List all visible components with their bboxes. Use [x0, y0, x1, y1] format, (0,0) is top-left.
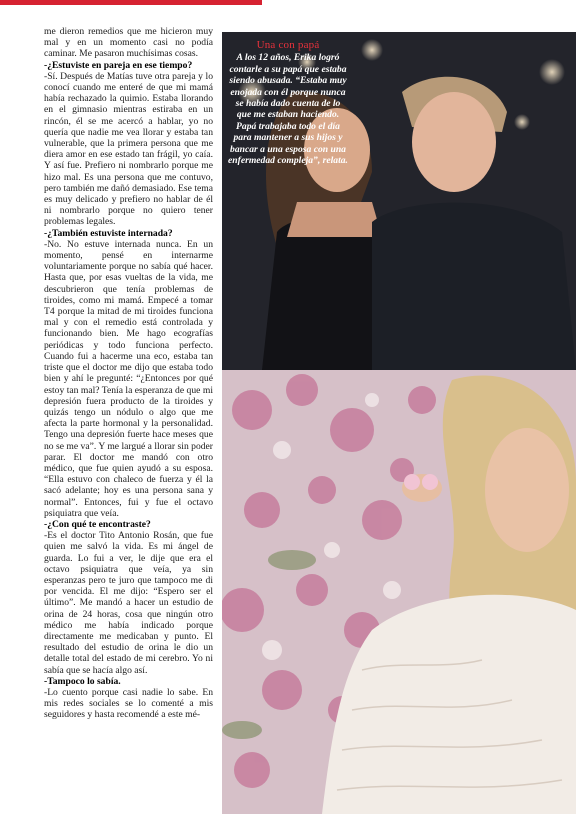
article-body — [44, 26, 213, 721]
interview-question: -Tampoco lo sabía. — [44, 675, 121, 687]
article-paragraph: me dieron remedios que me hicieron muy mal y en un momento casi no podía caminar. Me pasaron muchísimas cosas. — [44, 26, 213, 60]
top-accent-bar — [0, 0, 576, 5]
photo-erika-flowers-illustration — [222, 370, 576, 814]
caption-title: Una con papá — [256, 39, 320, 51]
interview-question: -¿Con qué te encontraste? — [44, 518, 151, 530]
article-paragraph: -No. No estuve internada nunca. En un momento, pensé en internarme voluntariamente porque no sabía qué hacer. Hasta que, por esas vueltas de la vida, me descubrieron que tenía problemas de tiroides, como mi mamá. Empecé a tomar T4 porque la mitad de mi tiroides funciona mal y con el remedio está controlada y funcionando bien. Me hago ecografías periódicas y todo funciona perfecto. Cuando fui a hacerme una eco, estaba tan triste que el doctor me dijo que estaba todo bien y ahí le pregunté: “¿Entonces por qué estoy tan mal? Tenía la esperanza de que mi depresión fuera producto de la tiroides y quizás tengo un nódulo o algo que me afecta la parte hormonal y la personalidad. Tengo una depresión fuerte hace meses que no se me va”. Y me largué a llorar sin poder parar. El doctor me mandó con otro médico, que fue quien ayudó a su esposa. “Ella estuvo con chaleco de fuerza y él la sacó adelante; hoy es una persona sana y normal”. Entonces, fui y fue el octavo psiquiatra que veía. — [44, 238, 213, 519]
caption-text: A los 12 años, Erika logró contarle a su papá que estaba siendo abusada. “Estaba muy enojada con él porque nunca se había dado cuenta de lo que me estaban haciendo. Papá trabajaba todo el día para mantener a sus hijos y bancar a una esposa con una enfermedad compleja”, relata. — [228, 52, 348, 167]
article-paragraph: -Es el doctor Tito Antonio Rosán, que fue quien me salvó la vida. Es mi ángel de guarda. Lo fui a ver, le dije que era el octavo psiquiatra que veía, ya sin esperanzas pero te juro que tampoco me di por vencida. El me dijo: “Espero ser el último”. Me mandó a hacer un estudio de orina de 24 horas, cosa que ningún otro médico me había indicado porque directamente me medicaban y punto. El resultado del estudio de orina le dio un detalle total del estado de mi cerebro. Yo ni sabía que se hacía algo así. — [44, 530, 213, 676]
interview-question: -¿Estuviste en pareja en ese tiempo? — [44, 59, 193, 71]
photo-caption — [228, 40, 348, 166]
interview-question: -¿También estuviste internada? — [44, 227, 173, 239]
photo-erika-flowers — [222, 370, 576, 814]
article-paragraph: -Lo cuento porque casi nadie lo sabe. En mis redes sociales se lo comenté a mis seguidores y hasta recomendé a este mé- — [44, 686, 213, 721]
article-paragraph: -Sí. Después de Matías tuve otra pareja y lo conocí cuando me enteré de que mi mamá había rechazado la quimio. Estaba llorando en el gimnasio mientras estiraba en un rincón, él se me acercó a hablar, yo no quería que nadie me vea llorar y estaba tan vulnerable, que la primera persona que me diera amor en ese estado tan frágil, yo caía. Y así fue. Prefiero ni nombrarlo porque me hizo mal. Es una persona que me contuvo, pero también me dañó demasiado. Ese tema es muy delicado y prefiero no hablar de él ni nombrarlo porque no quiero tener problemas legales. — [44, 70, 213, 228]
red-accent-stripe — [0, 0, 262, 5]
